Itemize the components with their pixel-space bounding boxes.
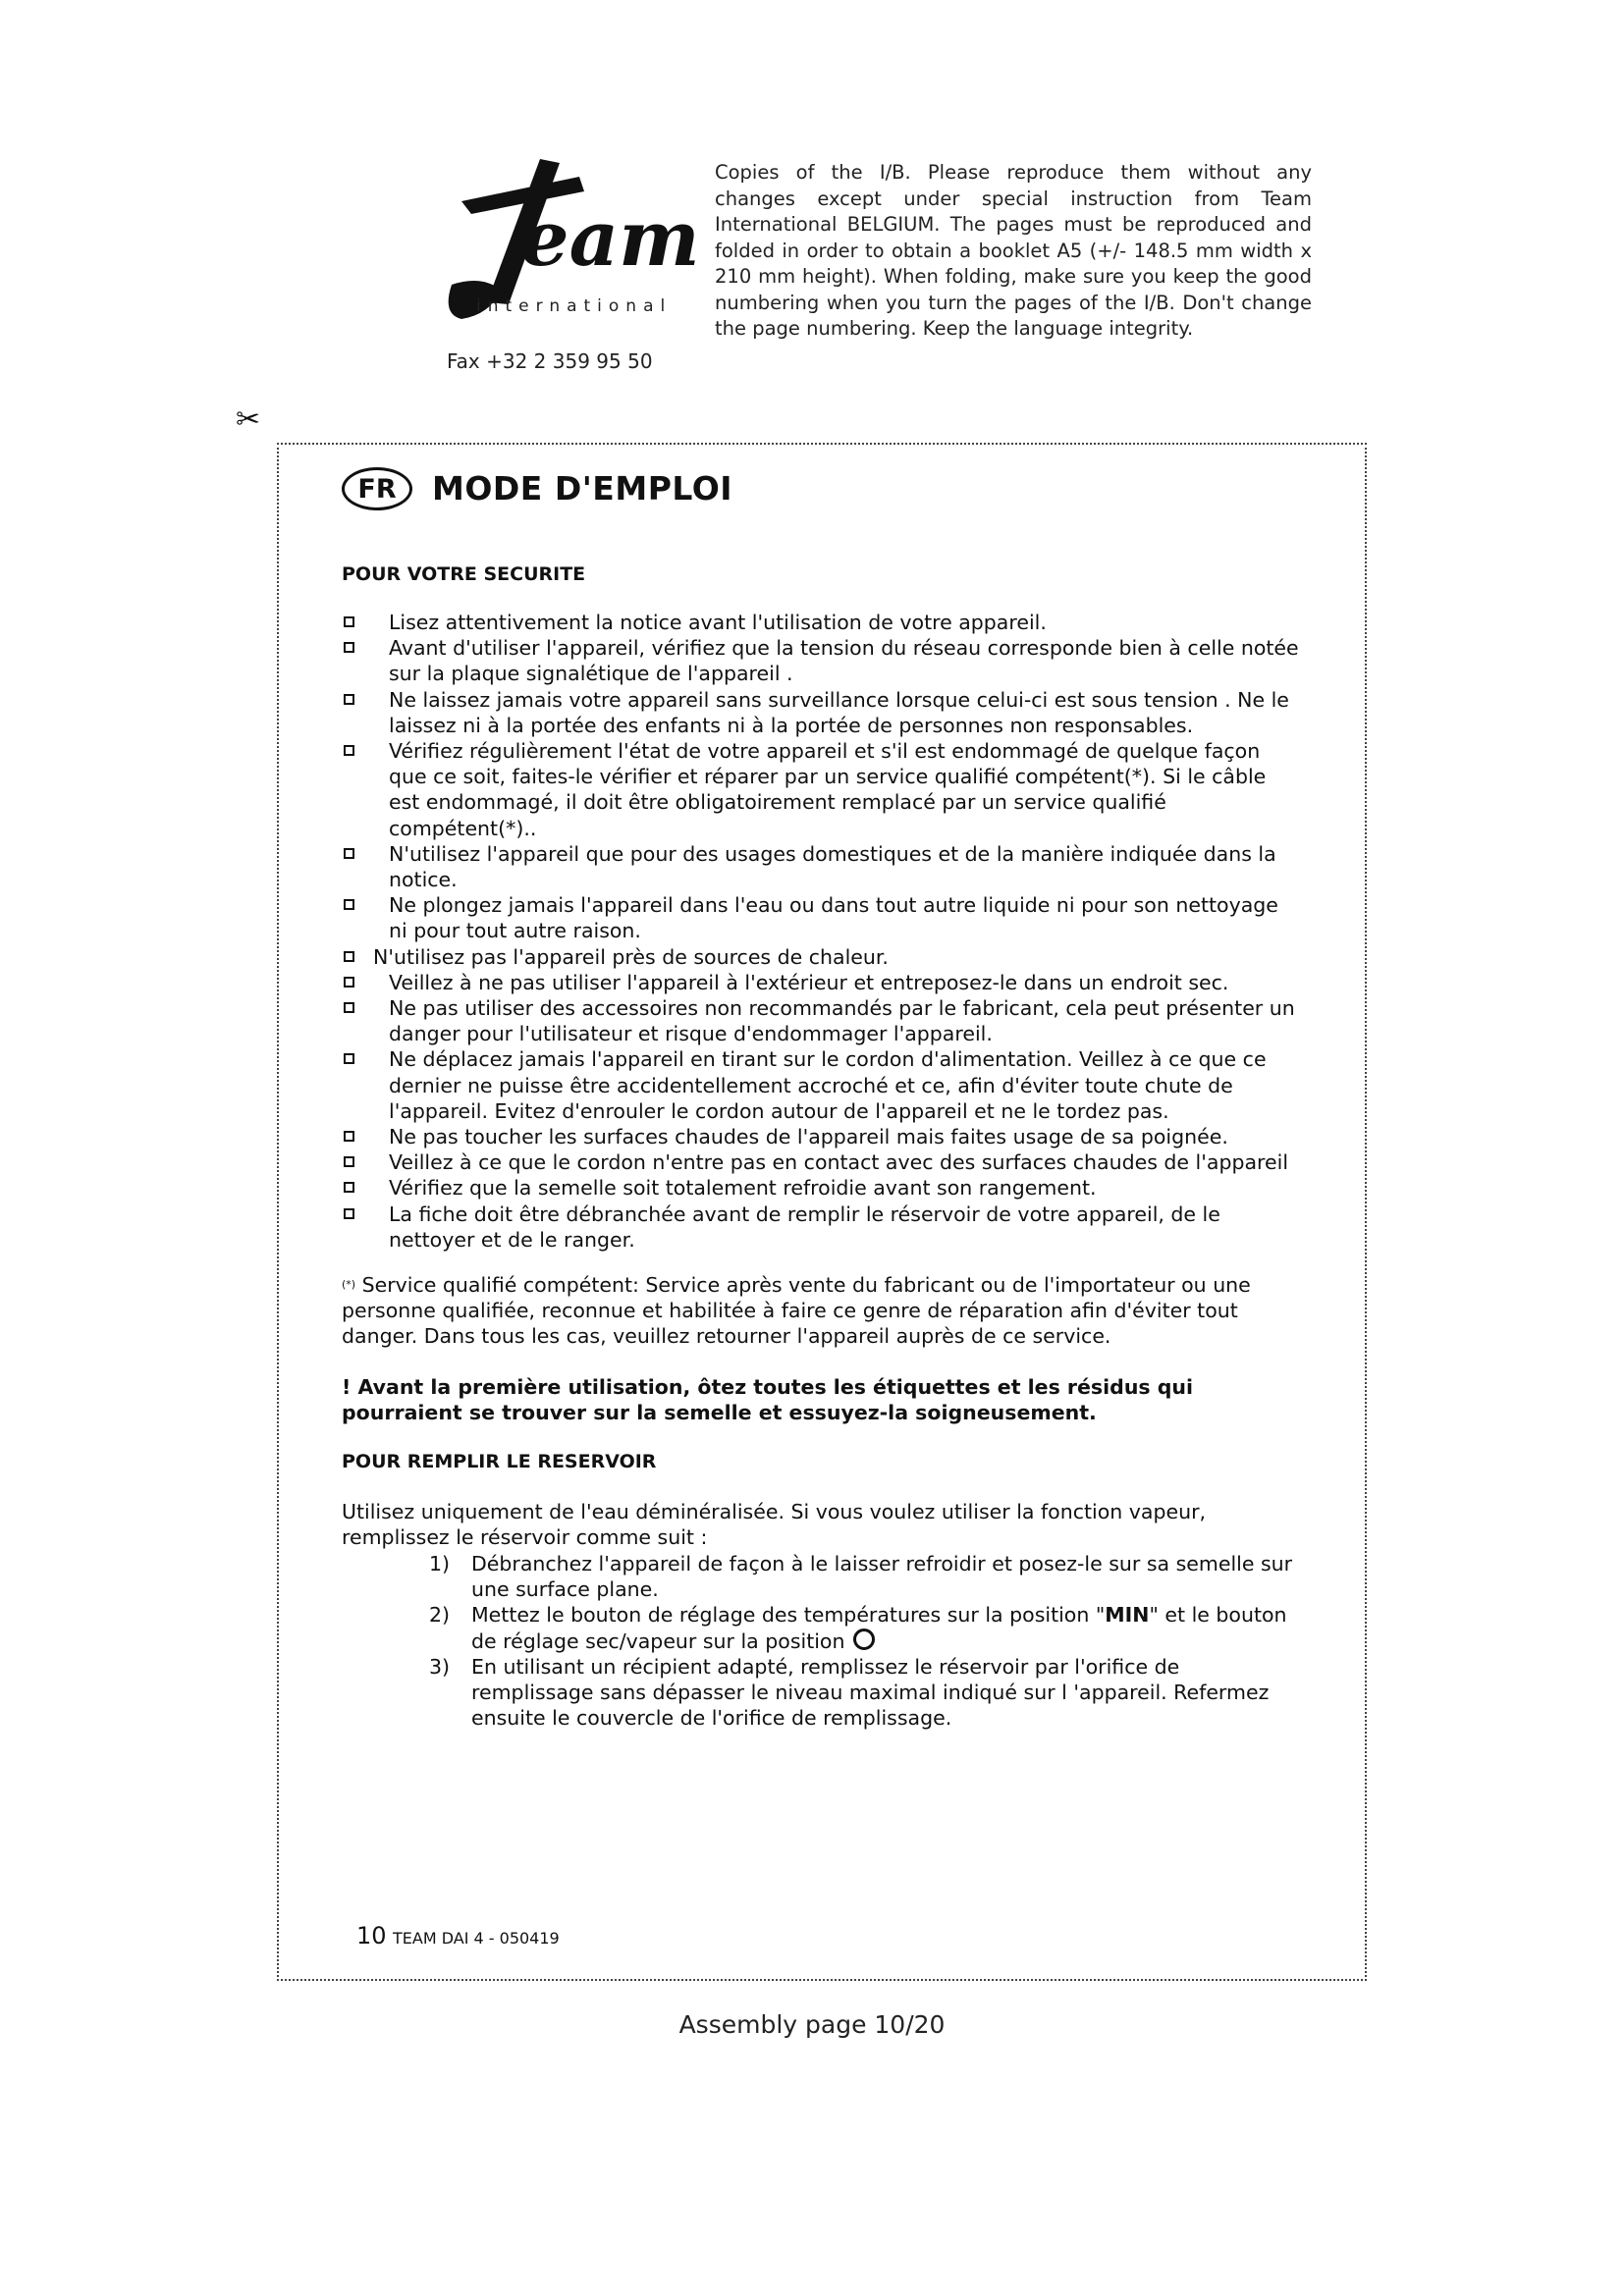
step-number: 2)	[428, 1603, 450, 1628]
checkbox-icon	[344, 1156, 354, 1167]
checkbox-icon	[344, 1208, 354, 1219]
list-item	[342, 970, 1299, 995]
list-item-text: Lisez attentivement la notice avant l'utilisation de votre appareil.	[389, 611, 1047, 634]
print-instructions: Copies of the I/B. Please reproduce them without any changes except under special instruction from Team International BELGIUM. The pages must be reproduced and folded in order to obtain a booklet A5 (+/- 148.5 mm width x 210 mm height). When folding, make sure you keep the good numbering when you turn the pages of the I/B. Don't change the page numbering. Keep the language integrity.	[715, 161, 1312, 340]
list-item	[342, 687, 1299, 738]
first-use-warning: ! Avant la première utilisation, ôtez toutes les étiquettes et les résidus qui pourraient se trouver sur la semelle et essuyez-la soigneusement.	[342, 1375, 1194, 1425]
checkbox-icon	[344, 616, 354, 627]
step-number: 1)	[428, 1552, 450, 1575]
list-item	[342, 1149, 1299, 1175]
checkbox-icon	[344, 1053, 354, 1064]
step-text: Mettez le bouton de réglage des températures sur la position "	[471, 1603, 1106, 1628]
list-item	[342, 1046, 1299, 1124]
footnote-mark: (*)	[342, 1278, 356, 1291]
list-item-text: Vérifiez que la semelle soit totalement refroidie avant son rangement.	[389, 1176, 1097, 1201]
page-title: MODE D'EMPLOI	[432, 469, 733, 507]
list-item-text: Ne laissez jamais votre appareil sans surveillance lorsque celui-ci est sous tension . Ne le laissez ni à la portée des enfants ni à la portée de personnes non responsables.	[389, 687, 1289, 737]
checkbox-icon	[344, 1182, 354, 1193]
step-number: 3)	[428, 1654, 450, 1679]
checkbox-icon	[344, 1002, 354, 1013]
list-item	[342, 892, 1299, 943]
checkbox-icon	[344, 848, 354, 859]
checkbox-icon	[344, 899, 354, 910]
list-item-text: Ne pas toucher les surfaces chaudes de l'appareil mais faites usage de sa poignée.	[389, 1125, 1228, 1149]
checkbox-icon	[344, 1131, 354, 1142]
step-text-bold: MIN	[1105, 1603, 1150, 1628]
list-item	[342, 841, 1299, 892]
checkbox-icon	[344, 951, 354, 962]
checkbox-icon	[344, 745, 354, 756]
checkbox-icon	[344, 642, 354, 653]
section-heading-fill: POUR REMPLIR LE RESERVOIR	[342, 1451, 657, 1472]
language-badge: FR	[342, 467, 412, 510]
list-item	[412, 1551, 1296, 1602]
list-item-text: Veillez à ne pas utiliser l'appareil à l'extérieur et entreposez-le dans un endroit sec.	[389, 970, 1229, 994]
list-item-text: Avant d'utiliser l'appareil, vérifiez que la tension du réseau corresponde bien à celle notée sur la plaque signalétique de l'appareil .	[389, 636, 1299, 686]
list-item	[342, 1124, 1299, 1149]
list-item	[342, 738, 1299, 841]
list-item	[342, 610, 1299, 635]
list-item	[412, 1602, 1296, 1653]
list-item	[342, 944, 1299, 970]
list-item	[342, 995, 1299, 1046]
list-item-text: Vérifiez régulièrement l'état de votre appareil et s'il est endommagé de quelque façon que ce soit, faites-le vérifier et réparer par un service qualifié compétent(*). Si le câble est endommagé, il doit être obligatoirement remplacé par un service qualifié compétent(*)..	[389, 739, 1267, 840]
list-item-text: La fiche doit être débranchée avant de remplir le réservoir de votre appareil, de le nettoyer et de le ranger.	[389, 1201, 1220, 1252]
step-text: En utilisant un récipient adapté, remplissez le réservoir par l'orifice de remplissage sans dépasser le niveau maximal indiqué sur l 'appareil. Refermez ensuite le couvercle de l'orifice de remplissage.	[471, 1654, 1270, 1731]
checkbox-icon	[344, 977, 354, 988]
step-text: Débranchez l'appareil de façon à le laisser refroidir et posez-le sur sa semelle sur une surface plane.	[471, 1552, 1293, 1602]
steam-off-icon	[853, 1629, 875, 1650]
svg-text:eam: eam	[520, 194, 700, 284]
footnote	[342, 1272, 1299, 1350]
model-code: TEAM DAI 4 - 050419	[393, 1929, 560, 1948]
section-heading-safety: POUR VOTRE SECURITE	[342, 563, 586, 585]
list-item-text: N'utilisez pas l'appareil près de sources de chaleur.	[373, 944, 889, 969]
scissors-icon: ✂	[236, 402, 261, 437]
list-item	[342, 1201, 1299, 1253]
logo-subtext: international	[476, 296, 673, 316]
list-item	[342, 1175, 1299, 1201]
list-item-text: Ne pas utiliser des accessoires non recommandés par le fabricant, cela peut présenter un danger pour l'utilisateur et risque d'endommager l'appareil.	[389, 996, 1295, 1046]
list-item-text: Veillez à ce que le cordon n'entre pas en contact avec des surfaces chaudes de l'appareil	[389, 1150, 1289, 1175]
footnote-text: Service qualifié compétent: Service après vente du fabricant ou de l'importateur ou une personne qualifiée, reconnue et habilitée à faire ce genre de réparation afin d'éviter tout danger. Dans tous les cas, veuillez retourner l'appareil auprès de ce service.	[342, 1273, 1251, 1349]
fill-steps	[412, 1551, 1296, 1731]
fill-intro: Utilisez uniquement de l'eau déminéralisée. Si vous voulez utiliser la fonction vapeur, remplissez le réservoir comme suit :	[342, 1500, 1207, 1550]
step-text: " et le bouton de réglage sec/vapeur sur la position	[471, 1603, 1287, 1653]
list-item-text: Ne plongez jamais l'appareil dans l'eau ou dans tout autre liquide ni pour son nettoyage ni pour tout autre raison.	[389, 893, 1278, 943]
list-item-text: N'utilisez l'appareil que pour des usages domestiques et de la manière indiquée dans la notice.	[389, 841, 1276, 892]
list-item	[342, 635, 1299, 686]
page-number: 10	[356, 1922, 387, 1949]
list-item	[412, 1654, 1296, 1732]
checkbox-icon	[344, 694, 354, 705]
assembly-page: Assembly page 10/20	[678, 2010, 946, 2039]
safety-list	[342, 610, 1299, 1253]
list-item-text: Ne déplacez jamais l'appareil en tirant sur le cordon d'alimentation. Veillez à ce que ce dernier ne puisse être accidentellement accroché et ce, afin d'éviter toute chute de l'appareil. Evitez d'enrouler le cordon autour de l'appareil et ne le tordez pas.	[389, 1047, 1267, 1123]
fax-number: Fax +32 2 359 95 50	[447, 349, 653, 373]
